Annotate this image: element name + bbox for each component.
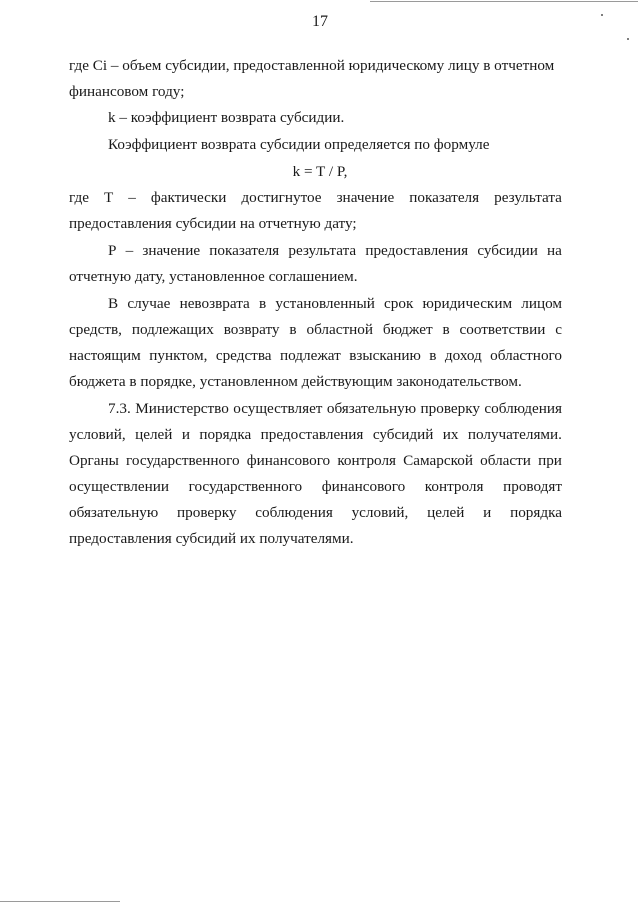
- text-line: предоставления субсидий их получателями.: [69, 530, 354, 547]
- word: субсидии: [477, 242, 538, 259]
- word: целей: [427, 504, 465, 521]
- word: области: [480, 452, 531, 469]
- word: в: [258, 295, 267, 312]
- formula: k = T / P,: [292, 163, 348, 180]
- word: где: [69, 189, 89, 206]
- word: областного: [490, 347, 562, 364]
- word: средств,: [69, 321, 122, 338]
- word: государственного: [188, 478, 303, 495]
- word: лицом: [521, 295, 562, 312]
- text-line: предоставления субсидии на отчетную дату;: [69, 215, 357, 232]
- word: показателя: [409, 189, 480, 206]
- word: значение: [142, 242, 201, 259]
- word: доход: [444, 347, 482, 364]
- word: при: [538, 452, 562, 469]
- word: Министерство: [135, 400, 229, 417]
- word: субсидий: [372, 426, 434, 443]
- text-line: [69, 346, 562, 366]
- word: и: [483, 504, 492, 521]
- word: T: [103, 189, 114, 206]
- word: проверку: [177, 504, 237, 521]
- word: соблюдения: [255, 504, 333, 521]
- word: осуществляет: [233, 400, 323, 417]
- word: контроля: [337, 452, 397, 469]
- word: и: [181, 426, 190, 443]
- word: пунктом,: [149, 347, 208, 364]
- word: бюджет: [382, 321, 433, 338]
- text-line: [69, 425, 562, 445]
- word: их: [442, 426, 459, 443]
- word: возврату: [223, 321, 280, 338]
- word: Органы: [69, 452, 119, 469]
- word: соответствии: [459, 321, 546, 338]
- word: результата: [288, 242, 357, 259]
- page-number: 17: [312, 13, 328, 30]
- text-line: отчетную дату, установленное соглашением.: [69, 268, 358, 285]
- word: подлежат: [279, 347, 341, 364]
- word: осуществлении: [69, 478, 169, 495]
- text-line: [69, 451, 562, 471]
- word: условий,: [351, 504, 409, 521]
- word: случае: [127, 295, 171, 312]
- word: областной: [306, 321, 373, 338]
- word: соблюдения: [484, 400, 562, 417]
- word: достигнутое: [241, 189, 322, 206]
- text-line: [69, 477, 562, 497]
- word: порядка: [510, 504, 562, 521]
- word: –: [125, 242, 134, 259]
- word: значение: [336, 189, 395, 206]
- word: обязательную: [69, 504, 159, 521]
- word: с: [555, 321, 562, 338]
- word: предоставления: [260, 426, 364, 443]
- word: настоящим: [69, 347, 141, 364]
- text-line: [69, 188, 562, 208]
- word: результата: [494, 189, 562, 206]
- word: фактически: [150, 189, 227, 206]
- text-line: финансовом году;: [69, 83, 185, 100]
- word: финансового: [321, 478, 406, 495]
- word: финансового: [246, 452, 331, 469]
- word: контроля: [424, 478, 484, 495]
- text-line: [69, 320, 562, 340]
- word: показателя: [209, 242, 280, 259]
- word: проверку: [420, 400, 480, 417]
- text-line: где Ci – объем субсидии, предоставленной юридическому лицу в отчетном: [69, 57, 555, 74]
- scan-speck: [627, 38, 629, 40]
- word: предоставления: [365, 242, 469, 259]
- word: установленный: [275, 295, 375, 312]
- word: условий,: [69, 426, 126, 443]
- word: –: [128, 189, 136, 206]
- word: в: [429, 347, 437, 364]
- word: целей: [135, 426, 173, 443]
- word: В: [108, 295, 119, 312]
- word: проводят: [503, 478, 562, 495]
- word: обязательную: [326, 400, 417, 417]
- word: на: [547, 242, 562, 259]
- word: срок: [384, 295, 414, 312]
- word: порядка: [199, 426, 252, 443]
- text-line: [108, 241, 562, 261]
- scan-border-line: [370, 1, 638, 2]
- text-line: бюджета в порядке, установленном действующим законодательством.: [69, 373, 522, 390]
- word: в: [442, 321, 450, 338]
- text-line: k – коэффициент возврата субсидии.: [108, 109, 345, 126]
- word: невозврата: [179, 295, 250, 312]
- word: в: [289, 321, 297, 338]
- word: взысканию: [349, 347, 421, 364]
- word: государственного: [126, 452, 240, 469]
- text-line: Коэффициент возврата субсидии определяется по формуле: [108, 136, 490, 153]
- text-line: [108, 294, 562, 314]
- text-line: [69, 503, 562, 523]
- word: получателями.: [467, 426, 562, 443]
- word: средства: [215, 347, 272, 364]
- word: P: [108, 242, 117, 259]
- word: юридическим: [422, 295, 513, 312]
- text-line: [108, 399, 562, 419]
- scan-border-line: [0, 901, 120, 902]
- word: подлежащих: [131, 321, 214, 338]
- word: Самарской: [403, 452, 473, 469]
- word: 7.3.: [108, 400, 131, 417]
